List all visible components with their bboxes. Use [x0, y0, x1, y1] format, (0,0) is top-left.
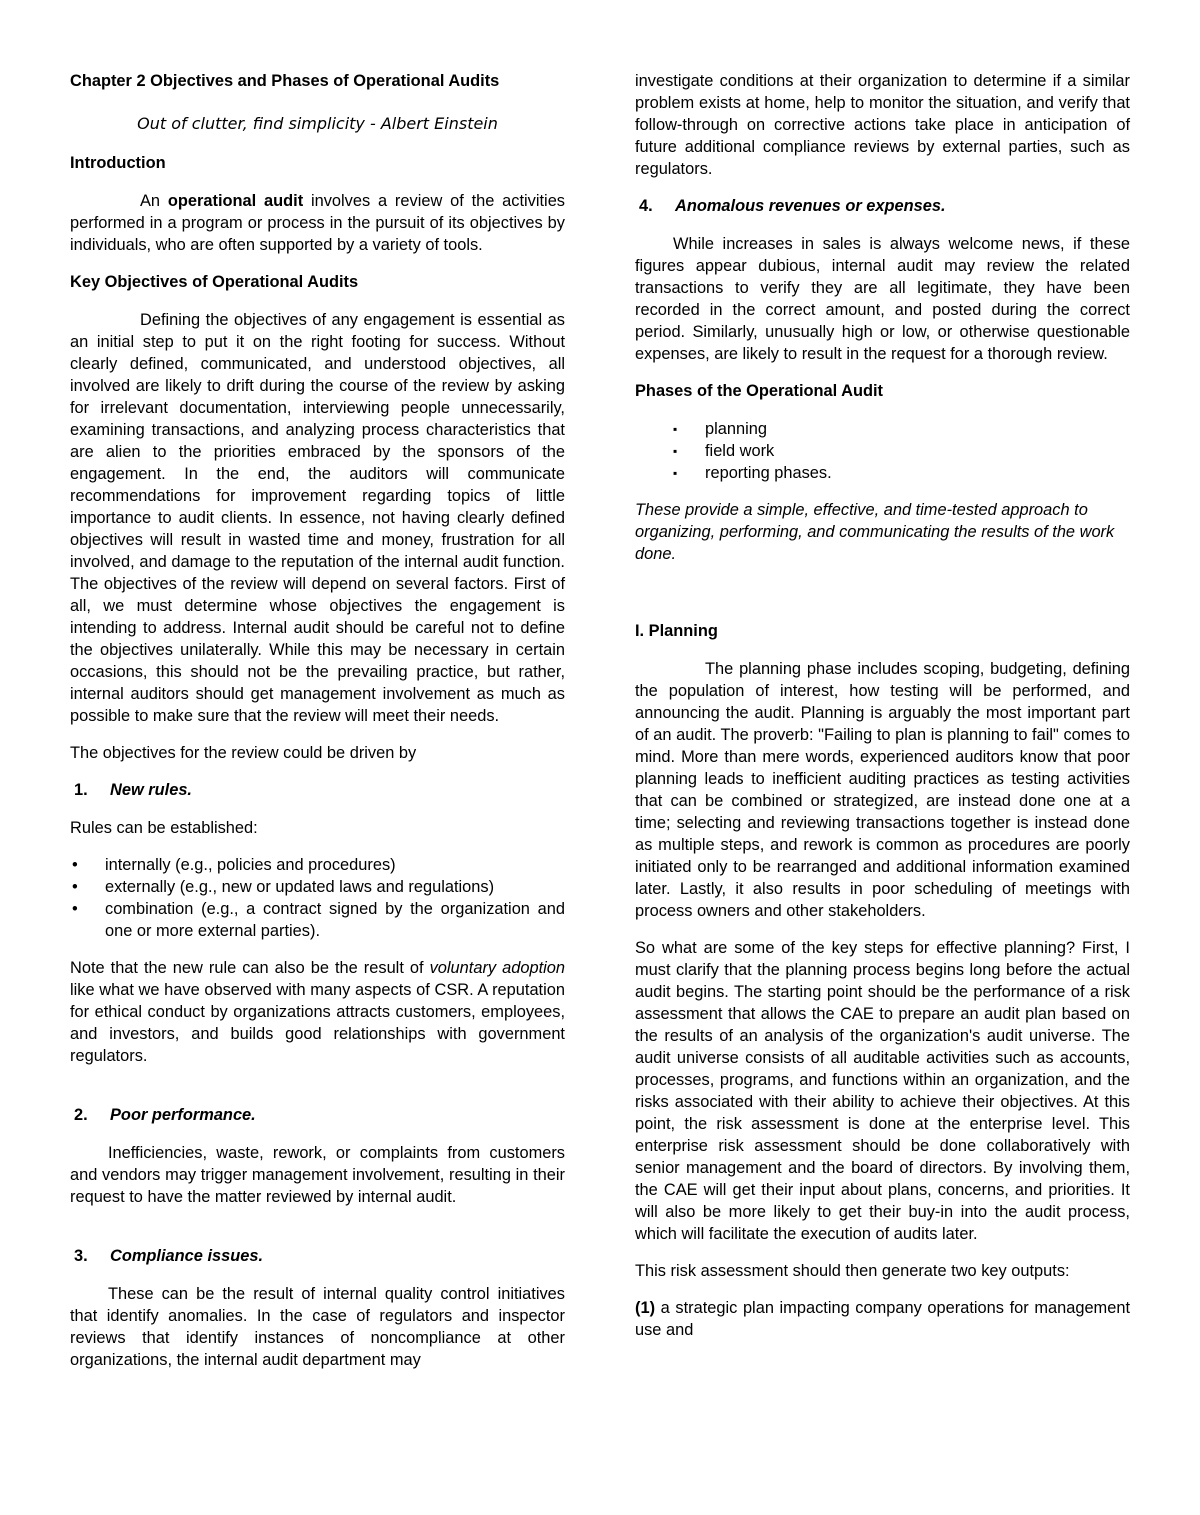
new-rules-note: [70, 957, 565, 1067]
left-column: [70, 70, 565, 1386]
key-objectives-paragraph: Defining the objectives of any engagement is essential as an initial step to put it on the right footing for success. Without clearly defined, communicated, and understood objectives, all involved are likely to drift during the course of the review by asking for irrelevant documentation, interviewing people unnecessarily, examining transactions, and analyzing process characteristics that are alien to the priorities embraced by the sponsors of the engagement. In the end, the auditors will communicate recommendations for improvement regarding topics of little importance to audit clients. In essence, not having clearly defined objectives will result in wasted time and money, frustration for all involved, and damage to the reputation of the internal audit function. The objectives of the review will depend on several factors. First of all, we must determine whose objectives the engagement is intending to address. Internal audit should be careful not to define the objectives unilaterally. While this may be necessary in certain occasions, this should not be the prevailing practice, but rather, internal auditors should get management involvement as much as possible to make sure that the review will meet their needs.: [70, 311, 565, 725]
driver-number: 3.: [74, 1247, 88, 1265]
driver-title: Poor performance.: [110, 1106, 256, 1124]
spacer: [70, 1223, 565, 1245]
list-item-text: externally (e.g., new or updated laws and regulations): [105, 878, 495, 896]
driver-heading-3: [70, 1245, 565, 1267]
list-item-text: reporting phases.: [705, 464, 832, 482]
anomalous-paragraph: While increases in sales is always welcome news, if these figures appear dubious, internal audit may review the related transactions to verify they are all legitimate, they have been recorded in the correct amount, and posted during the correct period. Similarly, unusually high or low, or otherwise questionable expenses, are likely to result in the request for a thorough review.: [635, 235, 1130, 363]
list-item-text: internally (e.g., policies and procedures): [105, 856, 396, 874]
square-bullet-icon: ▪: [673, 444, 678, 458]
list-item: [635, 462, 1130, 484]
bullet-icon: •: [72, 856, 78, 874]
planning-paragraph-3: This risk assessment should then generate two key outputs:: [635, 1262, 1070, 1280]
planning-output-1: [635, 1297, 1130, 1341]
intro-heading: Introduction: [70, 154, 166, 172]
list-item-text: planning: [705, 420, 767, 438]
list-item: [70, 898, 565, 942]
note-emphasis: voluntary adoption: [429, 959, 566, 977]
list-item: [635, 418, 1130, 440]
driven-by-text: The objectives for the review could be driven by: [70, 744, 417, 762]
driver-title: Compliance issues.: [110, 1247, 264, 1265]
driver-heading-4: [635, 195, 1130, 217]
driver-heading-1: [70, 779, 565, 801]
rules-lead: Rules can be established:: [70, 819, 258, 837]
note-text-pre: Note that the new rule can also be the result of: [70, 959, 430, 977]
intro-paragraph: [70, 190, 565, 256]
intro-term: operational audit: [167, 192, 304, 210]
phases-summary: These provide a simple, effective, and time-tested approach to organizing, performing, and communicating the results of the work done.: [635, 501, 1115, 563]
compliance-paragraph-end: investigate conditions at their organization to determine if a similar problem exists at home, help to monitor the situation, and verify that follow-through on corrective actions take place in anticipation of future additional compliance reviews by external parties, such as regulators.: [635, 72, 1130, 178]
planning-paragraph-1: The planning phase includes scoping, budgeting, defining the population of interest, how testing will be performed, and announcing the audit. Planning is arguably the most important part of an audit. The proverb: "Failing to plan is planning to fail" comes to mind. More than mere words, experienced auditors know that poor planning leads to inefficient auditing practices as testing activities that can be combined or strategized, are instead done one at a time; selecting and reviewing transactions together is instead done as multiple steps, and rework is common as procedures are poorly initiated only to be rearranged and additional information examined later. Lastly, it also results in poor scheduling of meetings with process owners and other stakeholders.: [635, 660, 1130, 920]
spacer: [70, 1082, 565, 1104]
phases-heading: Phases of the Operational Audit: [635, 382, 884, 400]
compliance-paragraph-start: These can be the result of internal quality control initiatives that identify anomalies. In the case of regulators and inspector reviews that identify instances of noncompliance at other organizations, the internal audit department may: [70, 1285, 565, 1369]
intro-text-post: involves a review of the activities performed in a program or process in the pursuit of its objectives by individuals, who are often supported by a variety of tools.: [70, 192, 566, 254]
poor-performance-paragraph: Inefficiencies, waste, rework, or complaints from customers and vendors may trigger management involvement, resulting in their request to have the matter reviewed by internal audit.: [70, 1144, 565, 1206]
intro-text-pre: An: [140, 192, 168, 210]
driver-number: 1.: [74, 781, 88, 799]
driver-number: 4.: [639, 197, 653, 215]
driver-title: New rules.: [110, 781, 192, 799]
rules-list: [70, 854, 565, 942]
output-text: a strategic plan impacting company operations for management use and: [635, 1299, 1130, 1339]
driver-number: 2.: [74, 1106, 88, 1124]
page-title: Chapter 2 Objectives and Phases of Operational Audits: [70, 72, 500, 90]
square-bullet-icon: ▪: [673, 466, 678, 480]
right-column: [635, 70, 1130, 1356]
spacer: [635, 580, 1130, 620]
list-item-text: combination (e.g., a contract signed by the organization and one or more external parties).: [105, 900, 565, 940]
epigraph: Out of clutter, find simplicity - Albert Einstein: [137, 114, 498, 133]
planning-heading: I. Planning: [635, 622, 718, 640]
key-objectives-heading: Key Objectives of Operational Audits: [70, 273, 359, 291]
planning-paragraph-2: So what are some of the key steps for effective planning? First, I must clarify that the planning process begins long before the actual audit begins. The starting point should be the performance of a risk assessment that allows the CAE to prepare an audit plan based on the results of an analysis of the organization's audit universe. The audit universe consists of all auditable activities such as accounts, processes, programs, and functions within an organization, and the risks associated with their ability to achieve their objectives. At this point, the risk assessment is done at the enterprise level. This enterprise risk assessment should be done collaboratively with senior management and the board of directors. By involving them, the CAE will get their input about plans, concerns, and priorities. It will also be more likely to get their buy-in into the audit process, which will facilitate the execution of audits later.: [635, 939, 1130, 1243]
phases-list: [635, 418, 1130, 484]
list-item: [70, 876, 565, 898]
note-text-post: like what we have observed with many aspects of CSR. A reputation for ethical conduct by organizations attracts customers, employees, and investors, and builds good relationships with government regulators.: [70, 981, 565, 1065]
bullet-icon: •: [72, 878, 78, 896]
driver-heading-2: [70, 1104, 565, 1126]
output-number: (1): [635, 1299, 656, 1317]
bullet-icon: •: [72, 900, 78, 918]
driver-title: Anomalous revenues or expenses.: [675, 197, 946, 215]
list-item-text: field work: [705, 442, 775, 460]
list-item: [635, 440, 1130, 462]
list-item: [70, 854, 565, 876]
square-bullet-icon: ▪: [673, 422, 678, 436]
